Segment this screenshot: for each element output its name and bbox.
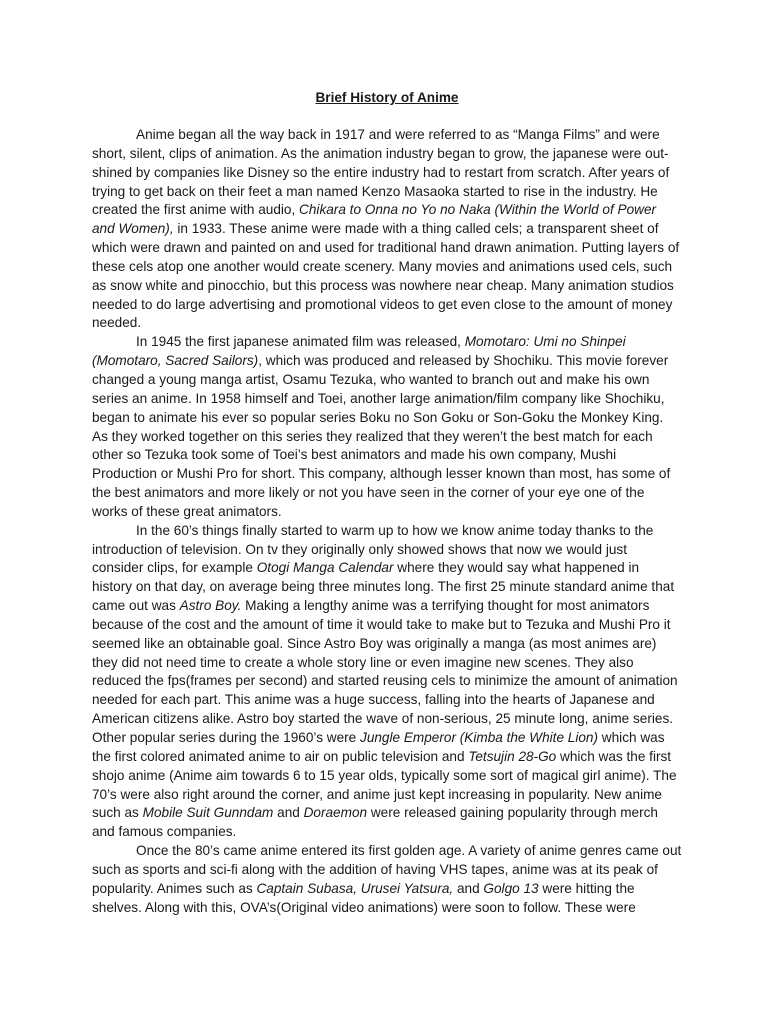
italic-title-text: Jungle Emperor (Kimba the White Lion) xyxy=(360,730,599,745)
paragraph-text: and xyxy=(273,805,304,821)
paragraph-text: Anime began all the way back in 1917 and were referred to as “Manga Films” and were short, silent, clips of animation. As the animation industry began to grow, the japanese were out-shined by companies like Disney so the entire industry had to restart from scratch. After years of trying to get back on their feet a man named Kenzo Masaoka started to rise in the industry. He created the first anime with audio, xyxy=(92,127,670,218)
italic-title-text: Doraemon xyxy=(303,805,368,821)
italic-title-text: Astro Boy. xyxy=(179,598,242,614)
paragraph-text: which was the first shojo anime (Anime aim towards 6 to 15 year olds, typically some sort of magical girl anime). The 70’s were also right around the corner, and anime just kept increasing in popularity. New anime such as xyxy=(92,748,677,821)
paragraph-text: and xyxy=(453,880,484,896)
paragraph-text: Once the 80’s came anime entered its first golden age. A variety of anime genres came out such as sports and sci-fi along with the addition of having VHS tapes, anime was at its peak of popularity. Animes such as xyxy=(92,843,682,896)
italic-title-text: Momotaro: Umi no Shinpei (Momotaro, Sacred Sailors) xyxy=(92,334,626,369)
paragraph xyxy=(92,522,682,842)
paragraph xyxy=(92,333,682,521)
italic-title-text: Tetsujin 28-Go xyxy=(468,748,557,764)
paragraph-text: in 1933. These anime were made with a thing called cels; a transparent sheet of which were drawn and painted on and used for traditional hand drawn animation. Putting layers of these cels atop one another would create scenery. Many movies and animations used cels, such as snow white and pinocchio, but this process was nowhere near cheap. Many animation studios needed to do large advertising and promotional videos to get even close to the amount of money needed. xyxy=(92,221,680,331)
paragraph-text: Making a lengthy anime was a terrifying thought for most animators because of the cost and the amount of time it would take to make but to Tezuka and Mushi Pro it seemed like an obtainable goal. Since Astro Boy was originally a manga (as most animes are) they did not need time to create a whole story line or even imagine new scenes. They also reduced the fps(frames per second) and started reusing cels to minimize the amount of animation needed for each part. This anime was a huge success, falling into the hearts of Japanese and American citizens alike. Astro boy started the wave of non-serious, 25 minute long, anime series. Other popular series during the 1960’s were xyxy=(92,598,678,745)
paragraph-text: were hitting the shelves. Along with this, OVA’s(Original video animations) were soon to follow. These were xyxy=(92,880,636,915)
italic-title-text: Chikara to Onna no Yo no Naka (Within the World of Power and Women), xyxy=(92,202,657,237)
paragraph-text: where they would say what happened in history on that day, on average being three minutes long. The first 25 minute standard anime that came out was xyxy=(92,560,675,614)
paragraph-text: In 1945 the first japanese animated film was released, xyxy=(136,334,465,350)
paragraph-text: , which was produced and released by Shochiku. This movie forever changed a young manga artist, Osamu Tezuka, who wanted to branch out and make his own series an anime. In 1958 himself and Toei, another large animation/film company like Shochiku, began to animate his ever so popular series Boku no Son Goku or Son-Goku the Monkey King. As they worked together on this series they realized that they weren’t the best match for each other so Tezuka took some of Toei’s best animators and made his own company, Mushi Production or Mushi Pro for short. This company, although lesser known than most, has some of the best animators and more likely or not you have seen in the corner of your eye one of the works of these great animators. xyxy=(92,353,671,519)
paragraph-text: In the 60’s things finally started to warm up to how we know anime today thanks to the introduction of television. On tv they originally only showed shows that now we would just consider clips, for example xyxy=(92,522,654,576)
paragraph xyxy=(92,842,682,917)
italic-title-text: Golgo 13 xyxy=(483,880,539,896)
italic-title-text: Captain Subasa, Urusei Yatsura, xyxy=(256,880,454,896)
italic-title-text: Mobile Suit Gunndam xyxy=(142,805,274,821)
document-page xyxy=(92,89,682,917)
document-title: Brief History of Anime xyxy=(315,90,459,105)
italic-title-text: Otogi Manga Calendar xyxy=(256,560,394,576)
paragraph-text: which was the first colored animated anime to air on public television and xyxy=(92,730,665,764)
paragraph xyxy=(92,126,682,333)
paragraph-text: were released gaining popularity through merch and famous companies. xyxy=(92,805,658,840)
